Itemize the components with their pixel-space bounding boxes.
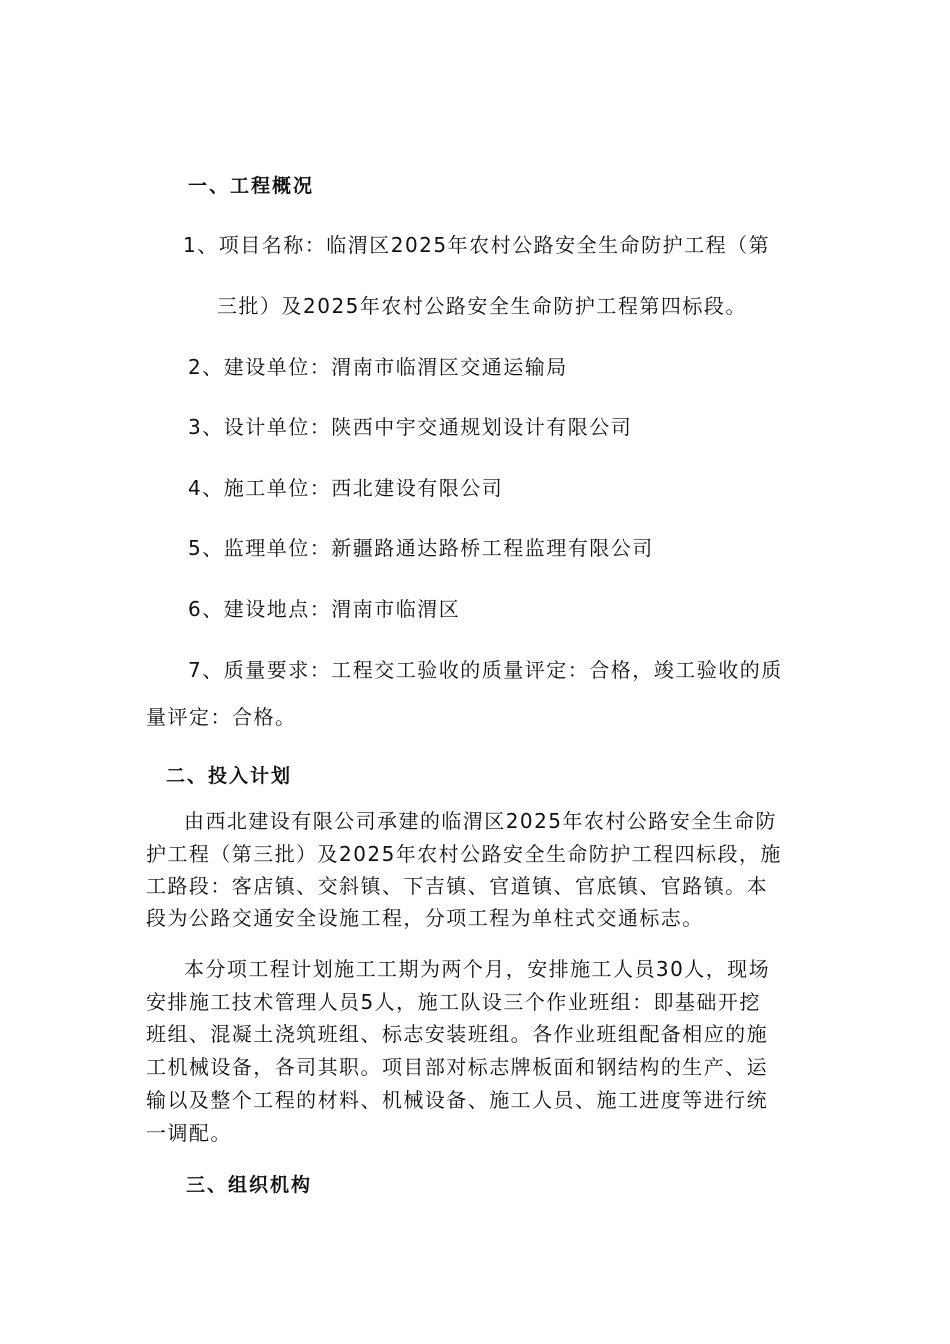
item-construction-unit: 2、建设单位：渭南市临渭区交通运输局 <box>188 355 568 379</box>
item-supervision-unit: 5、监理单位：新疆路通达路桥工程监理有限公司 <box>188 536 654 560</box>
para2-line-4: 工机械设备，各司其职。项目部对标志牌板面和钢结构的生产、运 <box>146 1055 769 1079</box>
item-project-name-cont: 三批）及2025年农村公路安全生命防护工程第四标段。 <box>217 294 747 318</box>
para1-line-3: 工路段：客店镇、交斜镇、下吉镇、官道镇、官底镇、官路镇。本 <box>146 874 769 898</box>
item-design-unit: 3、设计单位：陕西中宇交通规划设计有限公司 <box>188 415 633 439</box>
para1-line-1: 由西北建设有限公司承建的临渭区2025年农村公路安全生命防 <box>184 809 777 833</box>
section-2-heading: 二、投入计划 <box>166 765 293 787</box>
item-quality-requirement: 7、质量要求：工程交工验收的质量评定：合格，竣工验收的质 <box>188 658 783 682</box>
para1-line-4: 段为公路交通安全设施工程，分项工程为单柱式交通标志。 <box>146 906 704 930</box>
item-quality-requirement-cont: 量评定：合格。 <box>146 705 297 729</box>
para2-line-2: 安排施工技术管理人员5人，施工队设三个作业班组：即基础开挖 <box>146 990 761 1014</box>
para2-line-5: 输以及整个工程的材料、机械设备、施工人员、施工进度等进行统 <box>146 1088 769 1112</box>
para2-line-3: 班组、混凝土浇筑班组、标志安装班组。各作业班组配备相应的施 <box>146 1022 769 1046</box>
item-location: 6、建设地点：渭南市临渭区 <box>188 597 461 621</box>
section-3-heading: 三、组织机构 <box>186 1174 313 1196</box>
para2-line-1: 本分项工程计划施工工期为两个月，安排施工人员30人，现场 <box>184 957 771 981</box>
section-1-heading: 一、工程概况 <box>188 175 315 197</box>
para1-line-2: 护工程（第三批）及2025年农村公路安全生命防护工程四标段，施 <box>146 842 782 866</box>
item-contractor-unit: 4、施工单位：西北建设有限公司 <box>188 476 504 500</box>
para2-line-6: 一调配。 <box>146 1121 232 1145</box>
item-project-name: 1、项目名称：临渭区2025年农村公路安全生命防护工程（第 <box>183 233 771 257</box>
